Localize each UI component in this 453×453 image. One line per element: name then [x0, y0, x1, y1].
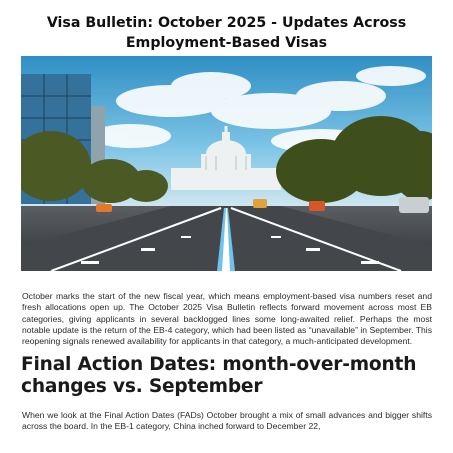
section-paragraph: When we look at the Final Action Dates (FADs) October brought a mix of small advances and bigger shifts across the board. In the EB-1 category, China inched forward to December 22, — [22, 410, 432, 432]
hero-image — [21, 56, 432, 271]
intro-paragraph: October marks the start of the new fiscal year, which means employment-based visa numbers reset and fresh allocations open up. The October 2025 Visa Bulletin reflects forward movement across most EB categories, giving applicants in several backlogged lines some long-awaited relief. Perhaps the most notable update is the return of the EB-4 category, which had been listed as “unavailable” in September. This reopening signals renewed availability for applicants in that category, a much-anticipated development. — [22, 291, 432, 347]
article-title: Visa Bulletin: October 2025 - Updates Across Employment-Based Visas — [46, 15, 407, 51]
section-heading: Final Action Dates: month-over-month changes vs. September — [21, 354, 417, 397]
